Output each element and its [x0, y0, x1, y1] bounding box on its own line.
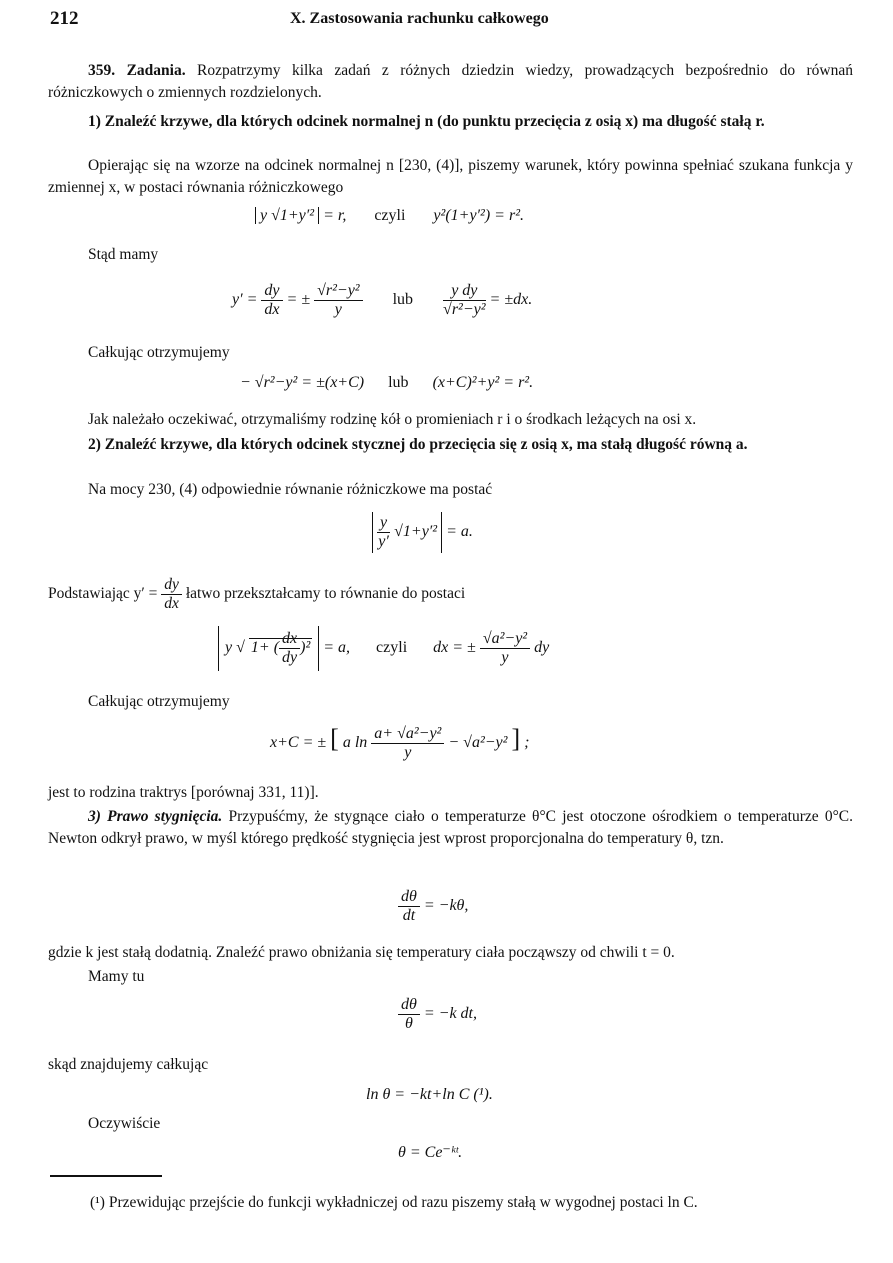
task2-statement: 2) Znaleźć krzywe, dla których odcinek stycznej do przecięcia się z osią x, ma stałą długość równą a. — [88, 436, 748, 453]
equation-1: y √1+y′² = r, czyli y²(1+y′²) = r². — [255, 207, 524, 225]
task3-text: Przypuśćmy, że stygnące ciało o temperaturze θ°C jest otoczone ośrodkiem o temperaturze 0°C. Newton odkrył prawo, w myśl którego prędkość stygnięcia jest wprost proporcjonalna do temperatury θ, tzn. — [48, 808, 854, 847]
equation-2: y′ = $\frac{dy}{dx}$ = ± $\frac{\text{√r²−y²}}{y}$ lub $\frac{\text{y dy}}{\text{√r²−y²}}$ = ±dx. — [232, 282, 533, 318]
mamy-tu: Mamy tu — [88, 968, 145, 985]
equation-6: x+C = ± [ a ln $\frac{\text{a+ √a²−y²}}{y}$ − √a²−y² ] ; — [270, 724, 530, 761]
equation-9: ln θ = −kt+ln C (¹). — [366, 1086, 493, 1103]
section-intro: Rozpatrzymy kilka zadań z różnych dziedzin wiedzy, prowadzących bezpośrednio do równań różniczkowych o zmiennych rozdzielonych. — [48, 62, 853, 101]
calkujac-2: Całkując otrzymujemy — [88, 693, 230, 710]
circles-conclusion: Jak należało oczekiwać, otrzymaliśmy rodzinę kół o promieniach r i o środkach leżących na osi x. — [88, 411, 697, 428]
page-number: 212 — [50, 8, 79, 29]
gdzie-line: gdzie k jest stałą dodatnią. Znaleźć prawo obniżania się temperatury ciała począwszy od chwili t = 0. — [48, 944, 675, 961]
task3-heading: 3) Prawo stygnięcia. — [88, 808, 223, 825]
running-header — [50, 6, 853, 32]
stad-mamy: Stąd mamy — [88, 246, 159, 263]
task3 — [48, 806, 853, 850]
task1-statement: 1) Znaleźć krzywe, dla których odcinek normalnej n (do punktu przecięcia z osią x) ma długość stałą r. — [88, 113, 765, 130]
equation-4: $\frac{y}{y'}$ √1+y′² = a. — [372, 512, 473, 553]
calkujac-1: Całkując otrzymujemy — [88, 344, 230, 361]
equation-8: $\frac{d\theta}{\theta}$ = −k dt, — [398, 996, 477, 1033]
footnote: (¹) Przewidując przejście do funkcji wykładniczej od razu piszemy stałą w wygodnej postaci ln C. — [90, 1194, 698, 1211]
footnote-rule — [50, 1175, 162, 1177]
section-359 — [48, 60, 853, 104]
equation-3: − √r²−y² = ±(x+C) lub (x+C)²+y² = r². — [240, 374, 534, 391]
equation-10: θ = Ce⁻ᵏᵗ. — [398, 1144, 463, 1161]
section-heading: Zadania. — [126, 62, 186, 79]
task1-text: Opierając się na wzorze na odcinek normalnej n [230, (4)], piszemy warunek, który powinna spełniać szukana funkcja y zmiennej x, w postaci równania różniczkowego — [48, 157, 853, 196]
equation-5: y √ 1+ ( $\frac{dx}{dy}$ )² = a, czyli dx = ± $\frac{\text{√a²−y²}}{y}$ dy — [218, 626, 549, 671]
task2-text: Na mocy 230, (4) odpowiednie równanie różniczkowe ma postać — [88, 481, 493, 498]
section-number: 359. — [88, 62, 116, 79]
substitution-line: Podstawiając y′ = $\frac{dy}{dx}$ łatwo przekształcamy to równanie do postaci — [48, 576, 466, 612]
skad-line: skąd znajdujemy całkując — [48, 1056, 209, 1073]
equation-7: $\frac{d\theta}{dt}$ = −kθ, — [398, 888, 468, 925]
tractrix-line: jest to rodzina traktrys [porównaj 331, 11)]. — [48, 784, 319, 801]
oczywiscie: Oczywiście — [88, 1115, 161, 1132]
chapter-title: X. Zastosowania rachunku całkowego — [290, 10, 549, 27]
